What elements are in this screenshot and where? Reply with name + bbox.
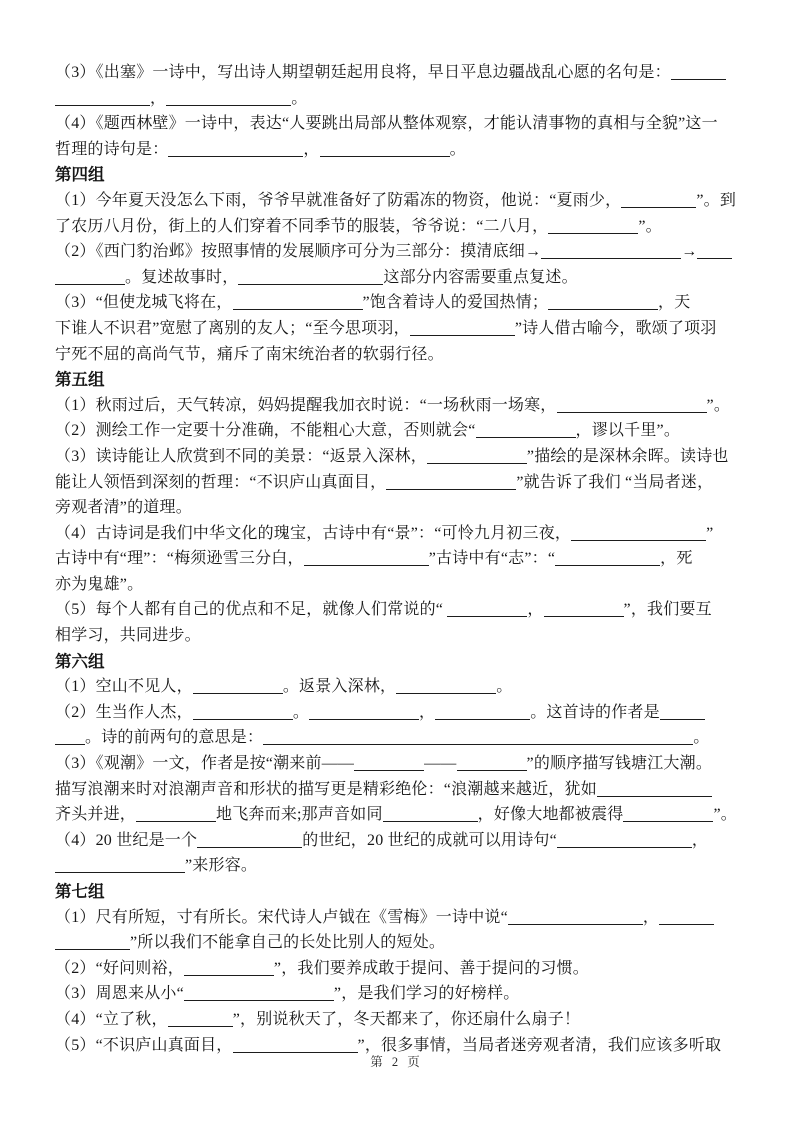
- text-run: 相学习，共同进步。: [55, 627, 201, 645]
- text-run: 第五组: [55, 370, 105, 390]
- text-line: [55, 470, 755, 496]
- text-line: [55, 316, 755, 342]
- text-run: 第七组: [55, 882, 105, 901]
- blank-field: [386, 488, 516, 490]
- blank-field: [427, 462, 527, 464]
- text-line: [55, 265, 755, 291]
- text-line: [55, 86, 755, 112]
- text-run: 第六组: [55, 651, 105, 671]
- blank-field: [55, 948, 130, 950]
- text-run: ”饱含着诗人的爱国热情；: [362, 294, 549, 312]
- text-run: ，: [642, 908, 660, 926]
- blank-field: [193, 718, 293, 720]
- blank-field: [541, 257, 681, 259]
- blank-field: [597, 795, 712, 797]
- text-line: [55, 802, 755, 828]
- text-run: 。: [292, 703, 310, 721]
- text-line: [55, 700, 755, 726]
- text-line: [55, 521, 755, 547]
- text-run: 哲理的诗句是：: [55, 140, 169, 158]
- text-run: ”。: [713, 806, 737, 824]
- blank-field: [557, 411, 707, 413]
- text-run: 描写浪潮来时对浪潮声音和形状的描写更是精彩绝伦：“浪潮越来越近，犹如: [55, 780, 597, 798]
- text-run: （3）读诗能让人欣赏到不同的美景：“返景入深林，: [55, 447, 427, 465]
- text-line: [55, 137, 755, 163]
- text-line: [55, 393, 755, 419]
- text-run: ”描绘的是深林余晖。读诗也: [526, 447, 729, 465]
- text-run: （1）今年夏天没怎么下雨，爷爷早就准备好了防霜冻的物资，他说：“夏雨少，: [55, 191, 622, 209]
- blank-field: [55, 104, 150, 106]
- text-run: ”所以我们不能拿自己的长处比别人的短处。: [130, 934, 446, 952]
- blank-field: [193, 692, 283, 694]
- text-line: [55, 956, 755, 982]
- blank-field: [457, 769, 527, 771]
- blank-field: [435, 718, 530, 720]
- text-run: ”。到: [696, 191, 737, 209]
- blank-field: [476, 436, 576, 438]
- blank-field: [304, 564, 429, 566]
- text-run: 这部分内容需要重点复述。: [383, 268, 578, 286]
- text-run: 。诗的前两句的意思是：: [85, 729, 264, 747]
- text-run: （3）《出塞》一诗中，写出诗人期望朝廷起用良将，早日平息边疆战乱心愿的名句是：: [55, 64, 671, 81]
- section-heading: [55, 649, 755, 675]
- blank-field: [697, 257, 732, 259]
- blank-field: [623, 820, 713, 822]
- text-line: [55, 546, 755, 572]
- text-run: ”，我们要互: [623, 601, 712, 619]
- text-run: ，谬以千里”。: [575, 422, 681, 440]
- blank-field: [354, 769, 424, 771]
- text-run: ，: [691, 831, 709, 849]
- text-run: ，: [303, 140, 320, 158]
- text-line: [55, 905, 755, 931]
- text-run: （5）每个人都有自己的优点和不足，就像人们常说的“: [55, 601, 448, 619]
- blank-field: [447, 615, 527, 617]
- text-run: （4）“立了秋，: [55, 1010, 168, 1028]
- blank-field: [383, 820, 478, 822]
- blank-field: [396, 692, 496, 694]
- blank-field: [168, 155, 303, 157]
- blank-field: [410, 334, 515, 336]
- text-line: [55, 418, 755, 444]
- section-heading: [55, 879, 755, 905]
- text-run: （1）尺有所短，寸有所长。宋代诗人卢钺在《雪梅》一诗中说“: [55, 908, 508, 926]
- text-line: [55, 853, 755, 879]
- text-run: （4）古诗词是我们中华文化的瑰宝，古诗中有“景”：“可怜九月初三夜，: [55, 524, 572, 542]
- blank-field: [233, 308, 363, 310]
- text-run: 第四组: [55, 165, 105, 185]
- blank-field: [555, 564, 660, 566]
- text-run: （2）《西门豹治邺》按照事情的发展顺序可分为三部分：摸清底细→: [55, 243, 542, 261]
- text-run: 。这首诗的作者是: [530, 703, 660, 721]
- text-run: 。: [291, 89, 308, 107]
- text-run: ，: [150, 89, 167, 107]
- text-run: ”，我们要养成敢于提问、善于提问的习惯。: [273, 959, 590, 977]
- blank-field: [184, 999, 334, 1001]
- text-line: [55, 188, 755, 214]
- blank-field: [184, 974, 274, 976]
- text-line: [55, 623, 755, 649]
- text-run: （2）测绘工作一定要十分准确，不能粗心大意，否则就会“: [55, 422, 476, 440]
- text-run: ”，别说秋天了，冬天都来了，你还扇什么扇子！: [232, 1010, 581, 1028]
- text-run: （3）《观潮》一文，作者是按“潮来前——: [55, 755, 355, 773]
- text-line: [55, 1007, 755, 1033]
- page-content: [55, 60, 755, 1058]
- text-line: [55, 777, 755, 803]
- text-run: ”古诗中有“志”：“: [428, 550, 556, 568]
- text-run: ，天: [658, 294, 691, 312]
- text-line: [55, 342, 755, 368]
- blank-field: [238, 283, 383, 285]
- text-run: 能让人领悟到深刻的哲理：“不识庐山真面目，: [55, 473, 387, 491]
- text-run: 。: [449, 140, 466, 158]
- blank-field: [548, 232, 638, 234]
- text-run: →: [681, 243, 698, 261]
- text-run: 。: [693, 729, 710, 747]
- text-line: [55, 444, 755, 470]
- text-run: ”，是我们学习的好榜样。: [333, 985, 520, 1003]
- text-line: [55, 597, 755, 623]
- blank-field: [263, 743, 693, 745]
- blank-field: [55, 283, 125, 285]
- text-line: [55, 572, 755, 598]
- text-line: [55, 981, 755, 1007]
- text-line: [55, 239, 755, 265]
- text-line: [55, 725, 755, 751]
- text-run: ”来形容。: [185, 857, 258, 875]
- text-run: ——: [424, 755, 457, 773]
- text-run: ”。: [706, 396, 731, 414]
- text-run: ”。: [638, 217, 662, 235]
- text-run: 下谁人不识君”宽慰了离别的友人；“至今思项羽，: [55, 319, 410, 337]
- text-run: 的世纪，20 世纪的成就可以用诗句“: [302, 831, 557, 849]
- blank-field: [544, 615, 624, 617]
- blank-field: [671, 78, 726, 80]
- text-run: 旁观者清”的道理。: [55, 499, 192, 517]
- blank-field: [197, 846, 302, 848]
- text-run: 古诗中有“理”：“梅须逊雪三分白，: [55, 550, 304, 568]
- blank-field: [309, 718, 419, 720]
- text-line: [55, 214, 755, 240]
- text-run: ”诗人借古喻今，歌颂了项羽: [514, 319, 717, 337]
- text-run: ”: [706, 524, 714, 542]
- text-line: [55, 930, 755, 956]
- text-run: ，: [527, 601, 544, 619]
- text-run: ，: [419, 703, 436, 721]
- text-run: ”就告诉了我们 “当局者迷，: [516, 473, 714, 491]
- text-line: [55, 111, 755, 137]
- text-run: （1）空山不见人，: [55, 678, 193, 696]
- text-run: ”，很多事情，当局者迷旁观者清，我们应该多听取: [357, 1036, 722, 1054]
- blank-field: [621, 206, 696, 208]
- text-run: ，死: [660, 550, 693, 568]
- blank-field: [660, 718, 705, 720]
- text-run: ，好像大地都被震得: [477, 806, 624, 824]
- text-run: ”的顺序描写钱塘江大潮。: [526, 755, 713, 773]
- text-run: （3）“但使龙城飞将在，: [55, 294, 233, 312]
- text-run: （4）《题西林壁》一诗中，表达“人要跳出局部从整体观察，才能认清事物的真相与全貌”这一: [55, 115, 718, 133]
- text-run: 地飞奔而来;那声音如同: [216, 806, 383, 824]
- text-run: （2）“好问则裕，: [55, 959, 184, 977]
- text-run: 宁死不屈的高尚气节，痛斥了南宋统治者的软弱行径。: [55, 345, 444, 363]
- text-run: （5）“不识庐山真面目，: [55, 1036, 233, 1054]
- blank-field: [55, 743, 85, 745]
- blank-field: [166, 104, 291, 106]
- text-run: 。复述故事时，: [125, 268, 239, 286]
- text-run: 亦为鬼雄”。: [55, 575, 144, 593]
- text-line: [55, 60, 755, 86]
- text-line: [55, 290, 755, 316]
- text-run: （1）秋雨过后，天气转凉，妈妈提醒我加衣时说：“一场秋雨一场寒，: [55, 396, 557, 414]
- text-run: 齐头并进，: [55, 806, 137, 824]
- blank-field: [659, 923, 714, 925]
- blank-field: [136, 820, 216, 822]
- text-line: [55, 674, 755, 700]
- text-run: 了农历八月份，街上的人们穿着不同季节的服装，爷爷说：“二八月，: [55, 217, 549, 235]
- text-line: [55, 751, 755, 777]
- blank-field: [557, 846, 692, 848]
- page-number: 第 2 页: [370, 1055, 423, 1069]
- section-heading: [55, 162, 755, 188]
- blank-field: [548, 308, 658, 310]
- blank-field: [55, 871, 185, 873]
- text-run: 。: [496, 678, 513, 696]
- section-heading: [55, 367, 755, 393]
- blank-field: [508, 923, 643, 925]
- text-run: 。返景入深林，: [282, 678, 397, 696]
- text-run: （3）周恩来从小“: [55, 985, 184, 1003]
- blank-field: [320, 155, 450, 157]
- blank-field: [571, 539, 706, 541]
- text-run: （2）生当作人杰，: [55, 703, 193, 721]
- text-run: （4）20 世纪是一个: [55, 831, 198, 849]
- text-line: [55, 495, 755, 521]
- blank-field: [168, 1025, 233, 1027]
- text-line: [55, 828, 755, 854]
